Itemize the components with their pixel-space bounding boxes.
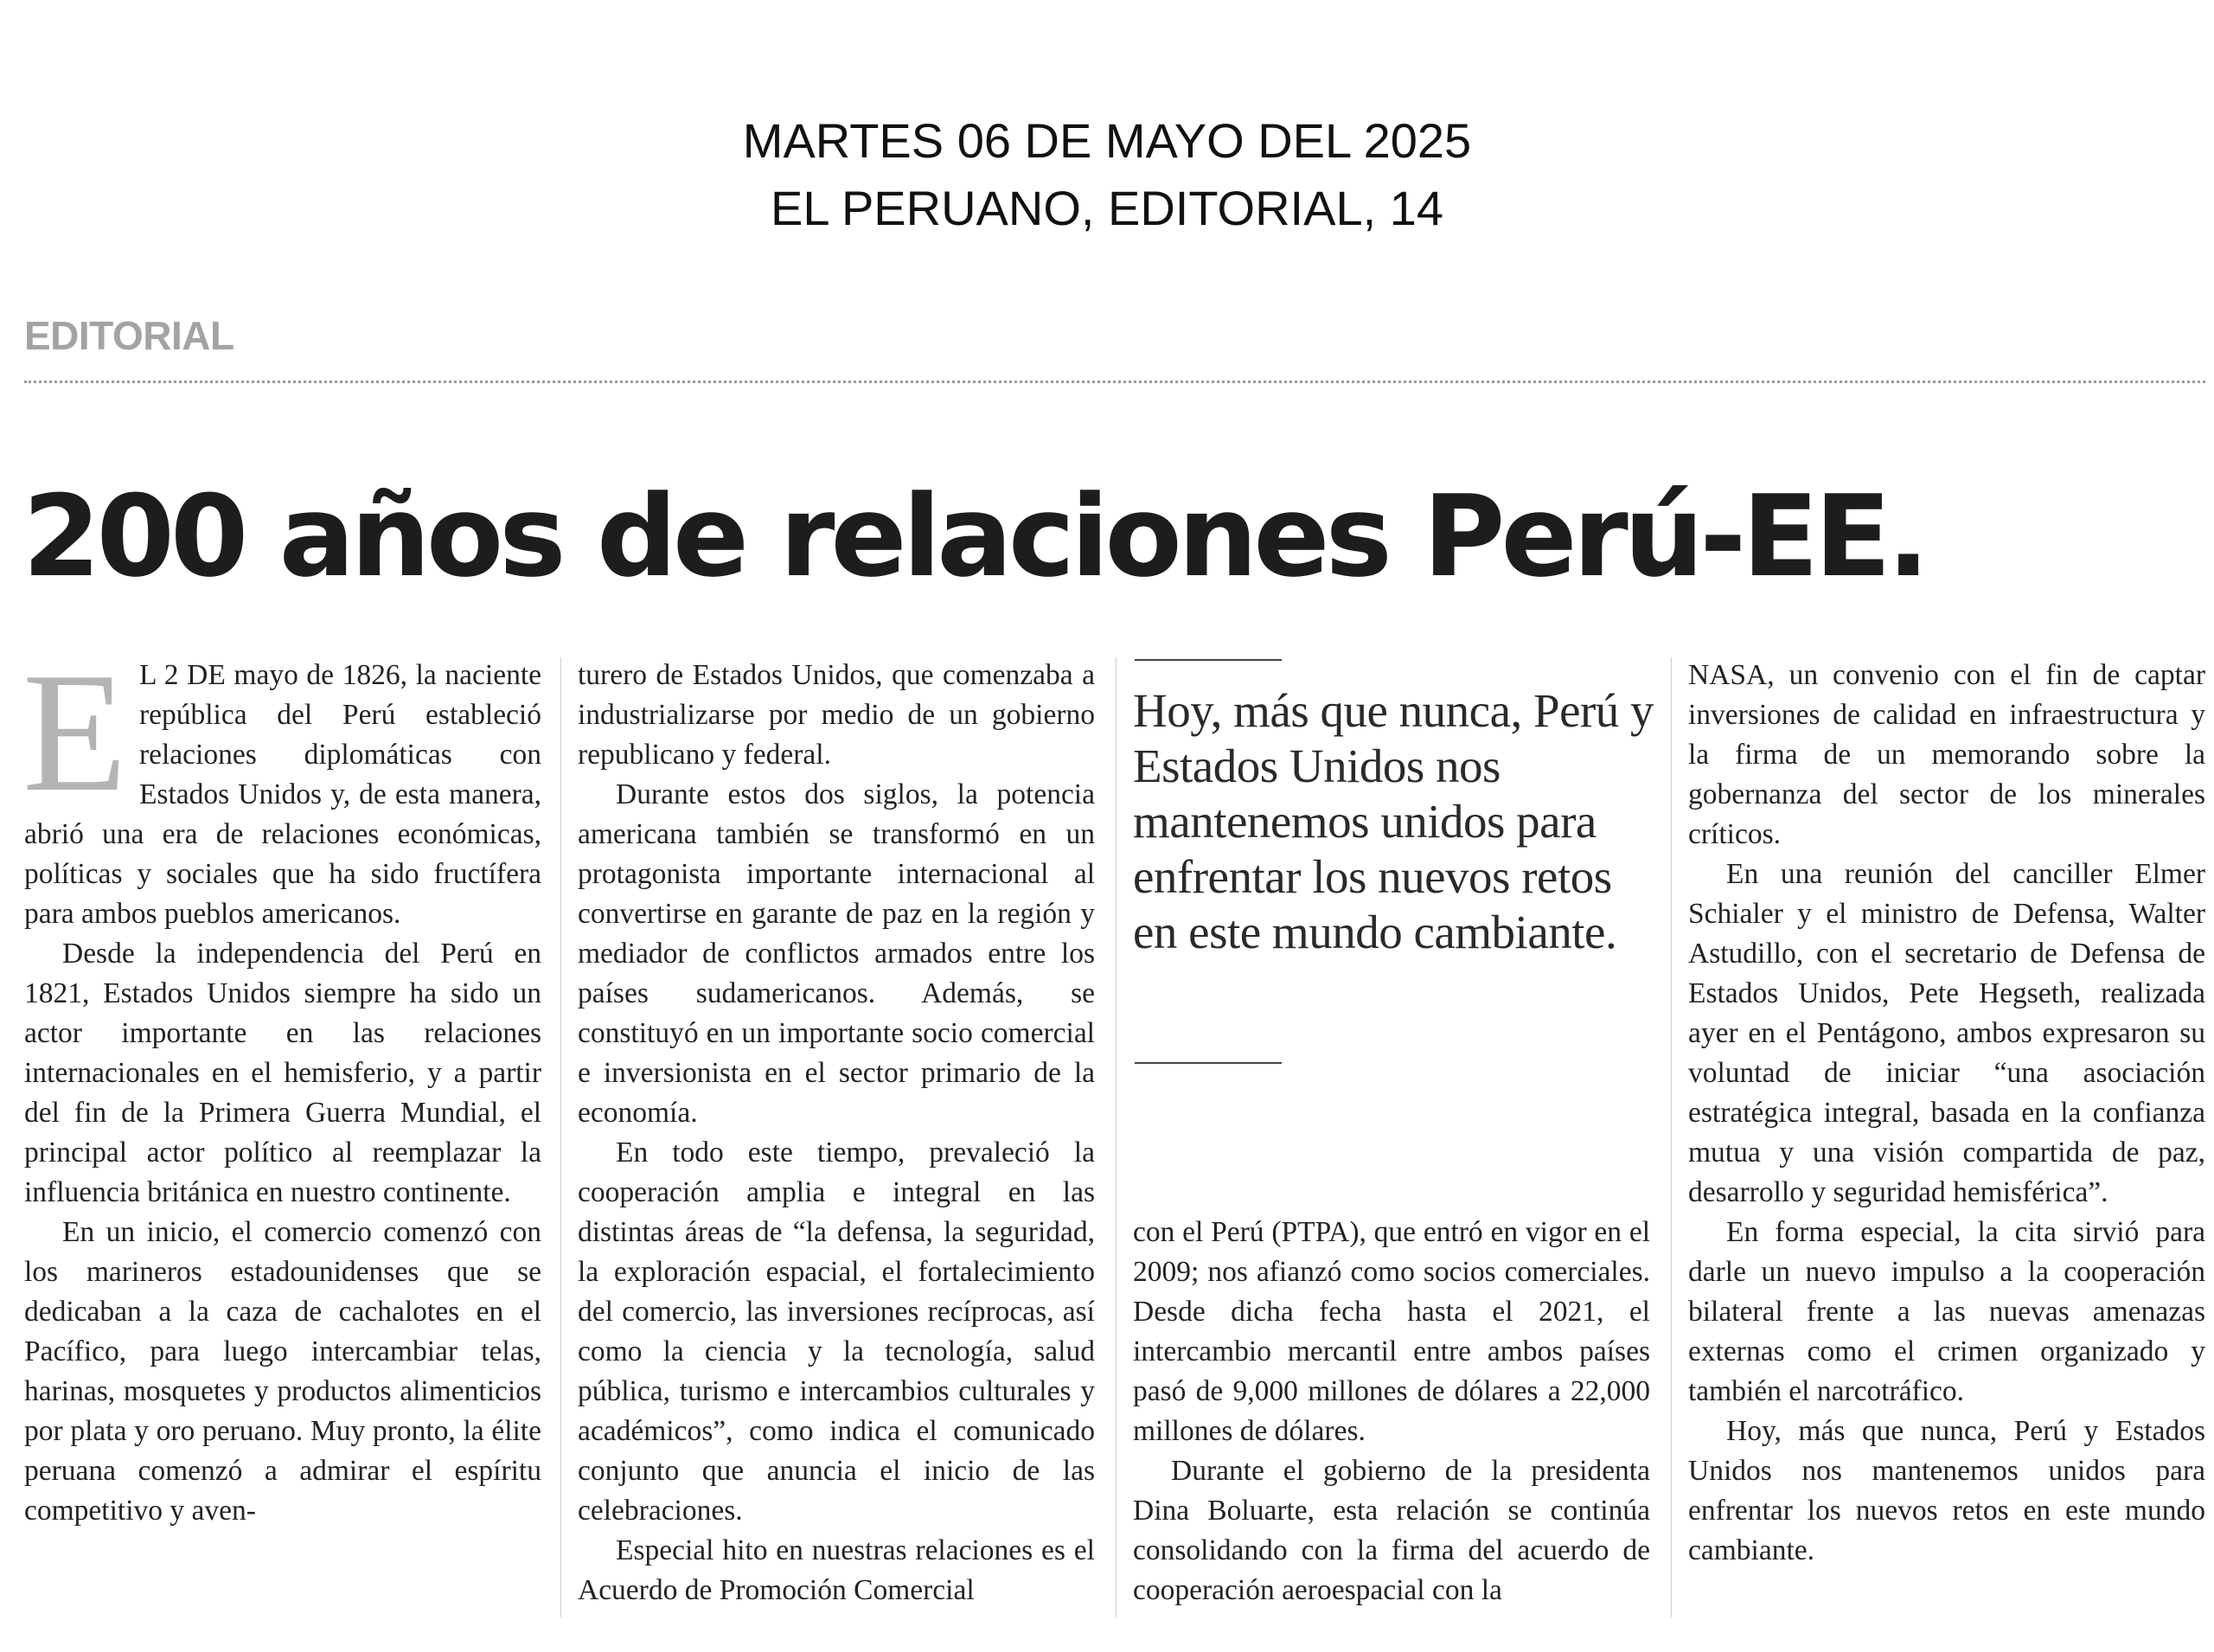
pullquote-rule-bottom: [1135, 1062, 1282, 1064]
section-label: EDITORIAL: [24, 313, 234, 358]
article-column-1: [22, 637, 541, 1531]
paragraph: Durante el gobierno de la presidenta Dina Boluarte, esta relación se continúa consolidando con la firma del acuerdo de cooperación aeroespacial con la: [1133, 1455, 1650, 1606]
pull-quote: Hoy, más que nunca, Perú y Estados Unidos nos mantenemos unidos para enfrentar los nuevos retos en este mundo cambiante.: [1133, 684, 1654, 958]
date-line: MARTES 06 DE MAYO DEL 2025: [742, 113, 1472, 168]
paragraph: NASA, un convenio con el fin de captar inversiones de calidad en infraestructura y la firma de un memorando sobre la gobernanza del sector de los minerales críticos.: [1688, 659, 2205, 850]
paragraph: con el Perú (PTPA), que entró en vigor en el 2009; nos afianzó como socios comerciales. Desde dicha fecha hasta el 2021, el intercambio mercantil entre ambos países pasó de 9,000 millones de dólares a 22,000 millones de dólares.: [1133, 1216, 1650, 1447]
column-divider: [1671, 657, 1672, 1617]
paragraph: Durante estos dos siglos, la potencia americana también se transformó en un protagonista importante internacional al convertirse en garante de paz en la región y mediador de conflictos armados entre los países sudamericanos. Además, se constituyó en un importante socio comercial e inversionista en el sector primario de la economía.: [578, 778, 1095, 1129]
paragraph: Hoy, más que nunca, Perú y Estados Unidos nos mantenemos unidos para enfrentar los nuevos retos en este mundo cambiante.: [1688, 1415, 2205, 1566]
article-column-4: [1688, 656, 2205, 1571]
paragraph: En forma especial, la cita sirvió para darle un nuevo impulso a la cooperación bilateral frente a las nuevas amenazas externas como el crimen organizado y también el narcotráfico.: [1688, 1216, 2205, 1407]
paragraph: [22, 637, 541, 934]
column-divider: [560, 657, 561, 1617]
paragraph: turero de Estados Unidos, que comenzaba a industrializarse por medio de un gobierno republicano y federal.: [578, 659, 1095, 771]
paragraph: En un inicio, el comercio comenzó con los marineros estadounidenses que se dedicaban a la caza de cachalotes en el Pacífico, para luego intercambiar telas, harinas, mosquetes y productos alimenticios por plata y oro peruano. Muy pronto, la élite peruana comenzó a admirar el espíritu competitivo y aven-: [24, 1216, 541, 1527]
drop-cap: E: [22, 637, 127, 827]
paragraph: En todo este tiempo, prevaleció la cooperación amplia e integral en las distintas áreas de “la defensa, la seguridad, la exploración espacial, el fortalecimiento del comercio, las inversiones recíprocas, así como la ciencia y la tecnología, salud pública, turismo e intercambios culturales y académicos”, como indica el comunicado conjunto que anuncia el inicio de las celebraciones.: [578, 1137, 1095, 1527]
column-divider: [1116, 657, 1117, 1617]
article-headline: 200 años de relaciones Perú-EE.: [22, 471, 1926, 602]
pullquote-rule-top: [1135, 659, 1282, 661]
article-column-3: [1133, 1213, 1650, 1610]
paragraph: Desde la independencia del Perú en 1821, Estados Unidos siempre ha sido un actor importante en las relaciones internacionales en el hemisferio, y a partir del fin de la Primera Guerra Mundial, el principal actor político al reemplazar la influencia británica en nuestro continente.: [24, 938, 541, 1208]
source-line: EL PERUANO, EDITORIAL, 14: [770, 181, 1444, 235]
article-column-2: [578, 656, 1095, 1610]
paragraph: En una reunión del canciller Elmer Schialer y el ministro de Defensa, Walter Astudillo, con el secretario de Defensa de Estados Unidos, Pete Hegseth, realizada ayer en el Pentágono, ambos expresaron su voluntad de iniciar “una asociación estratégica integral, basada en la confianza mutua y una visión compartida de paz, desarrollo y seguridad hemisférica”.: [1688, 858, 2205, 1208]
section-divider: [24, 381, 2205, 383]
paragraph-text: L 2 DE mayo de 1826, la naciente república del Perú estableció relaciones diplomáticas con Estados Unidos y, de esta manera, abrió una era de relaciones económicas, políticas y sociales que ha sido fructífera para ambos pueblos americanos.: [24, 659, 541, 930]
paragraph: Especial hito en nuestras relaciones es el Acuerdo de Promoción Comercial: [578, 1534, 1095, 1606]
